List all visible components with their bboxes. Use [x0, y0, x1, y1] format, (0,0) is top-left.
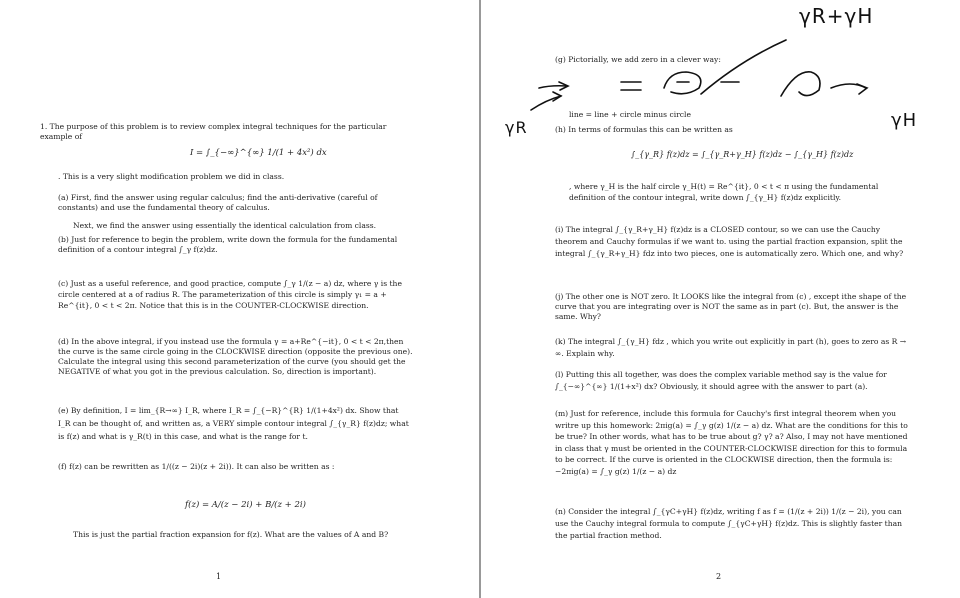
part-a: (a) First, find the answer using regular calculus; find the anti-derivative (careful of constants) and use the fundamental theory of calculus.: [58, 193, 378, 212]
pointer-line: [701, 40, 786, 94]
arrow-left-upper: [539, 86, 567, 88]
part-f: (f) f(z) can be rewritten as 1/((z − 2i)(z + 2i)). It can also be written as :: [58, 462, 335, 471]
slight-modification-note: . This is a very slight modification problem we did in class.: [58, 172, 285, 181]
part-j: (j) The other one is NOT zero. It LOOKS like the integral from (c) , except ithe shape of the curve that you are integrating over is NOT the same as in part (c). But, the answer is the same. Why?: [555, 292, 907, 321]
handwritten-sketch: [481, 0, 960, 140]
page-number: 1: [216, 572, 222, 581]
equation-f-partial-fractions: f(z) = A/(z − 2i) + B/(z + 2i): [185, 500, 306, 510]
part-d: (d) In the above integral, if you instead use the formula γ = a+Re^{−it}, 0 < t < 2π,then the curve is the same circle going in the CLOCKWISE direction (opposite the previous one). Calculate the integral using this second parameterization of the curve (you should get the NEGATIVE of what you got in the previous calculation. So, direction is important).: [58, 337, 413, 376]
equation-I: I = ∫_{−∞}^{∞} 1/(1 + 4x²) dx: [190, 148, 327, 158]
handwriting-left: γR: [505, 118, 528, 137]
part-b: (b) Just for reference to begin the problem, write down the formula for the fundamental definition of a contour integral ∫_γ f(z)dz.: [58, 235, 398, 254]
page-2: [481, 0, 960, 598]
second-half-circle: [781, 72, 820, 96]
part-g: (g) Pictorially, we add zero in a clever way:: [555, 55, 721, 64]
page-number: 2: [716, 572, 722, 581]
part-m: (m) Just for reference, include this formula for Cauchy's first integral theorem when you writre up this homework: 2πig(a) = ∫_γ g(z) 1/(z − a) dz. What are the conditions for this to be true? In other words, what has to be true about g? γ? a? Also, I may not have mentioned in class that γ must be oriented in the COUNTER-CLOCKWISE direction for this to formula to be correct. If the curve is oriented in the CLOCKWISE direction, then the formula is: −2πig(a) = ∫_γ g(z) 1/(z − a) dz: [555, 409, 908, 476]
handwriting-right: γH: [891, 110, 918, 131]
part-i: (i) The integral ∫_{γ_R+γ_H} f(z)dz is a CLOSED contour, so we can use the Cauchy theorem and Cauchy formulas if we want to. using the partial fraction expansion, split the integral ∫_{γ_R+γ_H} fdz into two pieces, one is automatically zero. Which one, and why?: [555, 225, 904, 258]
part-a-next: Next, we find the answer using essentially the identical calculation from class.: [73, 221, 377, 230]
part-l: (l) Putting this all together, was does the complex variable method say is the value for ∫_{−∞}^{∞} 1/(1+x²) dx? Obviously, it should agree with the answer to part (a).: [555, 370, 887, 391]
partial-fraction-question: This is just the partial fraction expansion for f(z). What are the values of A and B?: [73, 530, 389, 539]
part-c: (c) Just as a useful reference, and good practice, compute ∫_γ 1/(z − a) dz, where γ is the circle centered at a of radius R. The parameterization of this circle is simply γ₁ = a + Re^{it}, 0 < t < 2π. Notice that this is in the COUNTER-CLOCKWISE direction.: [58, 279, 402, 310]
part-h: (h) In terms of formulas this can be written as: [555, 125, 733, 134]
part-k: (k) The integral ∫_{γ_H} fdz , which you write out explicitly in part (h), goes to zero as R → ∞. Explain why.: [555, 337, 907, 358]
part-h-where: , where γ_H is the half circle γ_H(t) = Re^{it}, 0 < t < π using the fundamental definition of the contour integral, write down ∫_{γ_H} f(z)dz explicitly.: [569, 182, 879, 202]
equation-h: ∫_{γ_R} f(z)dz = ∫_{γ_R+γ_H} f(z)dz − ∫_{γ_H} f(z)dz: [631, 150, 854, 159]
equals-sign: [621, 82, 641, 90]
problem-1-intro: 1. The purpose of this problem is to review complex integral techniques for the particular example of: [40, 122, 387, 141]
part-e: (e) By definition, I = lim_{R→∞} I_R, where I_R = ∫_{−R}^{R} 1/(1+4x²) dx. Show that I_R can be thought of, and written as, a VERY simple contour integral ∫_{γ_R} f(z)dz; what is f(z) and what is γ_R(t) in this case, and what is the range for t.: [58, 406, 409, 441]
page-1: [0, 0, 479, 598]
part-n: (n) Consider the integral ∫_{γC+γH} f(z)dz, writing f as f = (1/(z + 2i)) 1/(z − 2i), you can use the Cauchy integral formula to compute ∫_{γC+γH} f(z)dz. This is slightly faster than the partial fraction method.: [555, 507, 903, 540]
half-circle-sketch: [664, 72, 701, 94]
handwriting-top: γR+γH: [799, 4, 874, 28]
line-equation: line = line + circle minus circle: [569, 110, 691, 119]
